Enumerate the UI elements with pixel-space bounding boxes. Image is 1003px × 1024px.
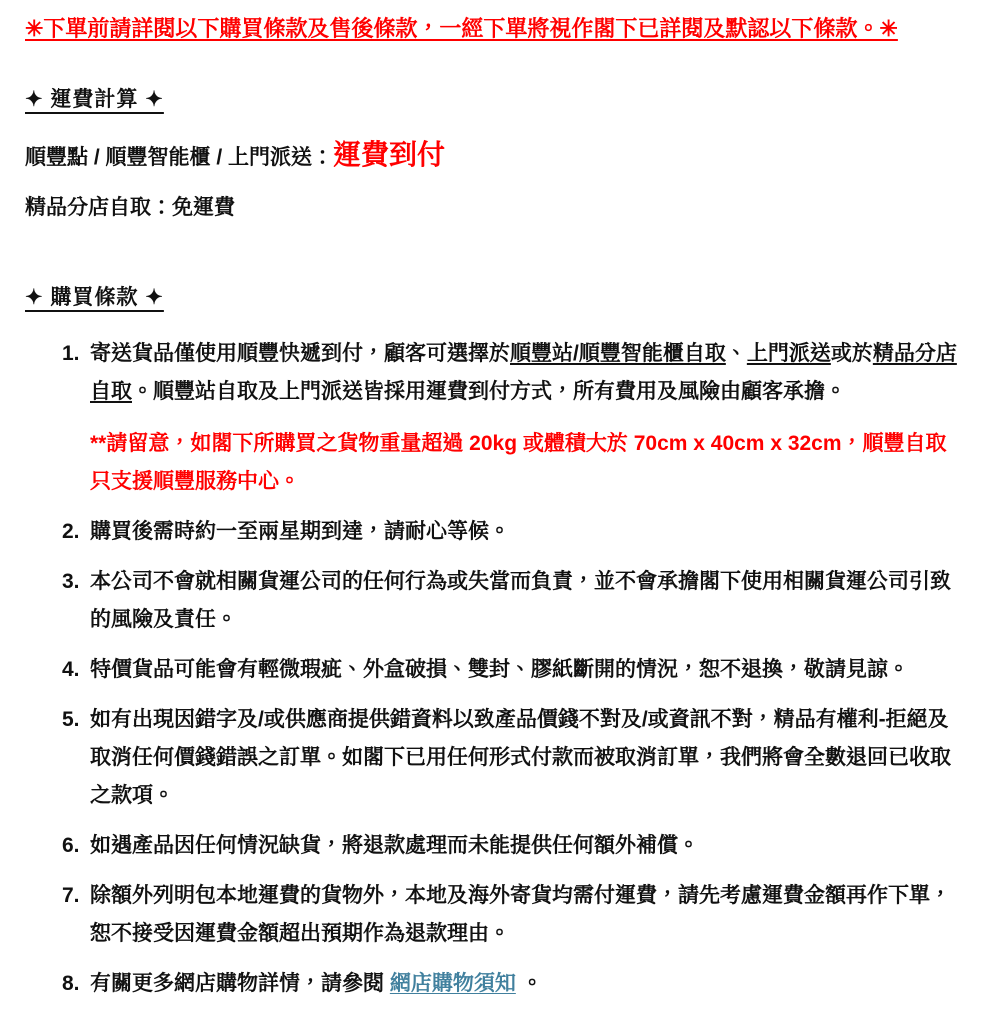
term-number: 3. bbox=[62, 569, 80, 593]
term-text: 如有出現因錯字及/或供應商提供錯資料以致產品價錢不對及/或資訊不對，精品有權利-拒絕及取消任何價錢錯誤之訂單。如閣下已用任何形式付款而被取消訂單，我們將會全數退回已收取之款項。 bbox=[90, 707, 951, 807]
sf-station-pickup-underlined: 順豐站/順豐智能櫃自取 bbox=[510, 341, 726, 365]
freight-collect-value: 運費到付 bbox=[333, 138, 446, 170]
term-number: 5. bbox=[62, 707, 80, 731]
terms-section-heading: ✦ 購買條款 ✦ bbox=[25, 285, 164, 309]
term-number: 7. bbox=[62, 883, 80, 907]
term-number: 6. bbox=[62, 833, 80, 857]
term-item-4 bbox=[62, 651, 979, 689]
term-item-7 bbox=[62, 877, 979, 953]
term-item-1 bbox=[62, 335, 979, 501]
term-number: 4. bbox=[62, 657, 80, 681]
term-text: 如遇產品因任何情況缺貨，將退款處理而未能提供任何額外補償。 bbox=[90, 833, 699, 857]
term-item-8 bbox=[62, 965, 979, 1003]
term-text: 購買後需時約一至兩星期到達，請耐心等候。 bbox=[90, 519, 510, 543]
store-pickup-underlined: 精品分店自取 bbox=[90, 341, 957, 403]
weight-limit-note: **請留意，如閣下所購買之貨物重量超過 20kg 或體積大於 70cm x 40cm x 32cm，順豐自取只支援順豐服務中心。 bbox=[90, 431, 947, 493]
term-item-6 bbox=[62, 827, 979, 865]
term-item-5 bbox=[62, 701, 979, 815]
term-number: 1. bbox=[62, 341, 80, 365]
term-text bbox=[90, 335, 966, 411]
terms-list bbox=[62, 335, 979, 1003]
term-text: 本公司不會就相關貨運公司的任何行為或失當而負責，並不會承擔閣下使用相關貨運公司引致的風險及責任。 bbox=[90, 569, 951, 631]
term-number: 2. bbox=[62, 519, 80, 543]
terms-section bbox=[25, 281, 979, 311]
shipping-section bbox=[25, 83, 979, 113]
shipping-section-heading: ✦ 運費計算 ✦ bbox=[25, 87, 164, 111]
store-shopping-guide-link[interactable]: 網店購物須知 bbox=[389, 971, 516, 995]
door-delivery-underlined: 上門派送 bbox=[746, 341, 831, 365]
text-segment: 寄送貨品僅使用順豐快遞到付，顧客可選擇於 bbox=[90, 341, 510, 365]
text-segment: 或於 bbox=[830, 341, 873, 365]
sf-delivery-line bbox=[25, 139, 979, 174]
term-item-2 bbox=[62, 513, 979, 551]
term-text: 除額外列明包本地運費的貨物外，本地及海外寄貨均需付運費，請先考慮運費金額再作下單，恕不接受因運費金額超出預期作為退款理由。 bbox=[90, 883, 951, 945]
text-segment: 、 bbox=[725, 341, 747, 365]
text-segment: 。 bbox=[515, 971, 543, 995]
term-number: 8. bbox=[62, 971, 80, 995]
sf-delivery-options-label: 順豐點 / 順豐智能櫃 / 上門派送： bbox=[25, 145, 334, 169]
text-segment: 有關更多網店購物詳情，請參閱 bbox=[90, 971, 390, 995]
term-item-3 bbox=[62, 563, 979, 639]
term-body bbox=[90, 965, 966, 1003]
term-text: 特價貨品可能會有輕微瑕疵、外盒破損、雙封、膠紙斷開的情況，恕不退換，敬請見諒。 bbox=[90, 657, 909, 681]
text-segment: 。順豐站自取及上門派送皆採用運費到付方式，所有費用及風險由顧客承擔。 bbox=[132, 379, 846, 403]
store-pickup-line: 精品分店自取：免運費 bbox=[25, 195, 235, 219]
term-body bbox=[90, 335, 966, 501]
pre-order-notice: ✳下單前請詳閱以下購買條款及售後條款，一經下單將視作閣下已詳閱及默認以下條款。✳ bbox=[25, 16, 898, 41]
